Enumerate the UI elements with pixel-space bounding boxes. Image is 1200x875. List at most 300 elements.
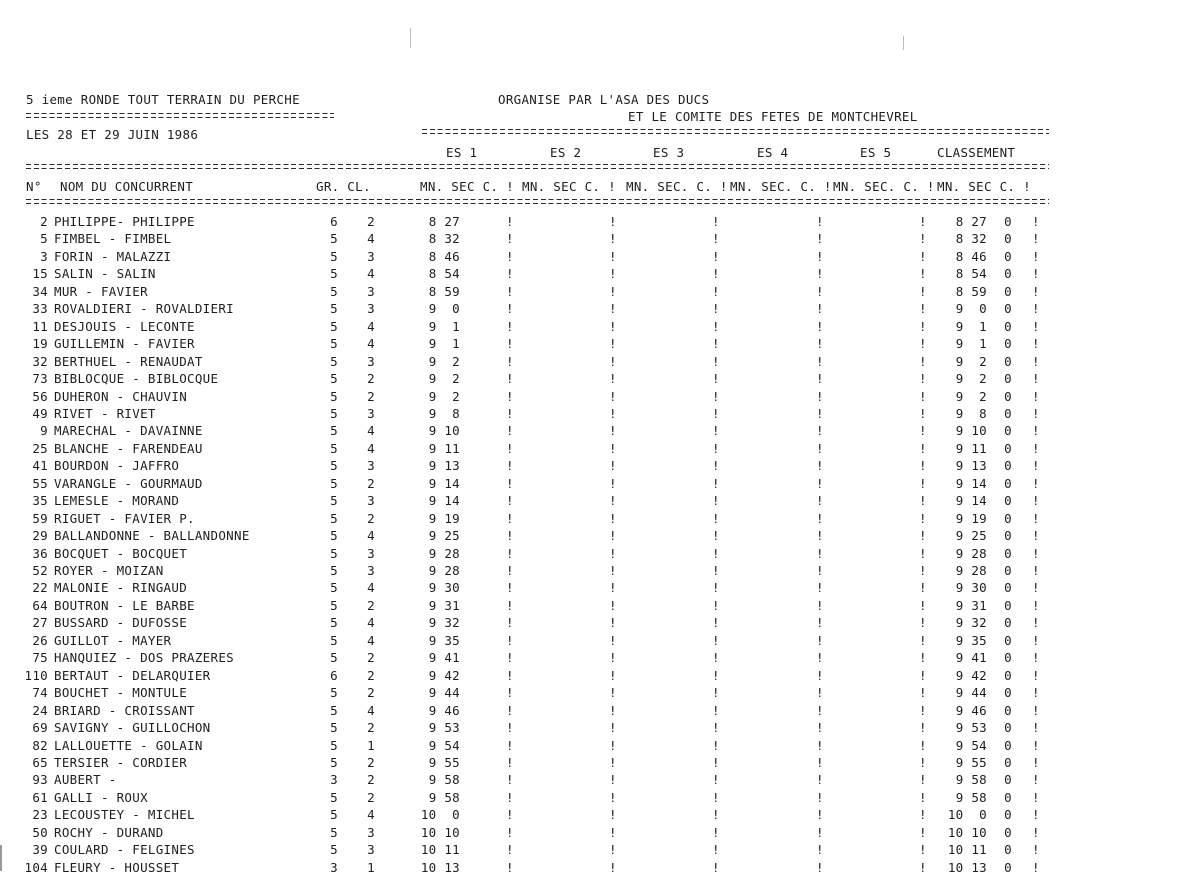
column-separator: ! <box>712 284 720 299</box>
competitor-name: BOCQUET - BOCQUET <box>54 546 188 561</box>
scan-speck <box>903 36 904 50</box>
es1-time: 9 2 <box>428 389 460 404</box>
column-separator: ! <box>1032 284 1040 299</box>
event-title: 5 ieme RONDE TOUT TERRAIN DU PERCHE <box>26 92 300 107</box>
column-separator: ! <box>506 685 514 700</box>
competitor-name: BIBLOCQUE - BIBLOCQUE <box>54 371 219 386</box>
total-time: 9 13 <box>955 458 987 473</box>
column-separator: ! <box>712 266 720 281</box>
group: 5 <box>330 476 338 491</box>
es1-time: 9 54 <box>428 738 460 753</box>
column-separator: ! <box>609 738 617 753</box>
column-separator: ! <box>506 580 514 595</box>
es1-time: 9 1 <box>428 319 460 334</box>
competitor-name: BRIARD - CROISSANT <box>54 703 195 718</box>
column-separator: ! <box>506 214 514 229</box>
col-header-es2: MN. SEC C. ! <box>522 179 616 194</box>
column-separator: ! <box>506 615 514 630</box>
column-separator: ! <box>712 650 720 665</box>
competitor-number: 50 <box>32 825 48 840</box>
competitor-name: GALLI - ROUX <box>54 790 148 805</box>
group: 5 <box>330 563 338 578</box>
class: 2 <box>367 685 375 700</box>
group: 3 <box>330 772 338 787</box>
competitor-name: BERTHUEL - RENAUDAT <box>54 354 203 369</box>
competitor-number: 104 <box>24 860 48 875</box>
competitor-name: BERTAUT - DELARQUIER <box>54 668 211 683</box>
column-separator: ! <box>506 423 514 438</box>
column-separator: ! <box>609 755 617 770</box>
group: 5 <box>330 406 338 421</box>
total-time: 8 59 <box>955 284 987 299</box>
competitor-name: RIVET - RIVET <box>54 406 156 421</box>
column-separator: ! <box>506 249 514 264</box>
total-cents: 0 <box>1004 458 1012 473</box>
es1-time: 9 55 <box>428 755 460 770</box>
es1-time: 10 0 <box>420 807 460 822</box>
competitor-name: RIGUET - FAVIER P. <box>54 511 195 526</box>
competitor-number: 56 <box>32 389 48 404</box>
total-time: 9 41 <box>955 650 987 665</box>
column-separator: ! <box>816 685 824 700</box>
competitor-name: BLANCHE - FARENDEAU <box>54 441 203 456</box>
competitor-name: TERSIER - CORDIER <box>54 755 188 770</box>
class: 2 <box>367 720 375 735</box>
column-separator: ! <box>712 441 720 456</box>
column-separator: ! <box>816 423 824 438</box>
total-time: 9 19 <box>955 511 987 526</box>
column-separator: ! <box>609 807 617 822</box>
column-separator: ! <box>506 528 514 543</box>
competitor-name: COULARD - FELGINES <box>54 842 195 857</box>
column-separator: ! <box>919 738 927 753</box>
column-separator: ! <box>919 703 927 718</box>
scan-speck <box>410 28 411 48</box>
competitor-name: ROYER - MOIZAN <box>54 563 164 578</box>
column-separator: ! <box>712 720 720 735</box>
class: 3 <box>367 842 375 857</box>
column-separator: ! <box>816 214 824 229</box>
title-underline <box>26 113 334 119</box>
competitor-name: FORIN - MALAZZI <box>54 249 172 264</box>
es1-time: 9 8 <box>428 406 460 421</box>
column-separator: ! <box>1032 214 1040 229</box>
total-time: 9 11 <box>955 441 987 456</box>
class: 2 <box>367 668 375 683</box>
column-separator: ! <box>609 685 617 700</box>
column-separator: ! <box>506 790 514 805</box>
competitor-number: 23 <box>32 807 48 822</box>
es1-time: 9 41 <box>428 650 460 665</box>
column-separator: ! <box>1032 825 1040 840</box>
competitor-name: BOURDON - JAFFRO <box>54 458 180 473</box>
column-separator: ! <box>712 755 720 770</box>
column-separator: ! <box>712 301 720 316</box>
column-separator: ! <box>1032 842 1040 857</box>
class: 1 <box>367 738 375 753</box>
column-separator: ! <box>919 685 927 700</box>
group: 6 <box>330 214 338 229</box>
column-separator: ! <box>816 772 824 787</box>
column-separator: ! <box>919 336 927 351</box>
column-separator: ! <box>712 546 720 561</box>
group: 5 <box>330 301 338 316</box>
column-separator: ! <box>609 580 617 595</box>
es1-time: 9 58 <box>428 790 460 805</box>
column-separator: ! <box>506 842 514 857</box>
column-separator: ! <box>609 319 617 334</box>
competitor-number: 74 <box>32 685 48 700</box>
column-separator: ! <box>919 860 927 875</box>
col-header-es5: MN. SEC. C. ! <box>833 179 935 194</box>
column-separator: ! <box>712 423 720 438</box>
es1-time: 9 28 <box>428 546 460 561</box>
column-separator: ! <box>506 231 514 246</box>
column-separator: ! <box>1032 423 1040 438</box>
competitor-number: 73 <box>32 371 48 386</box>
group: 5 <box>330 807 338 822</box>
column-separator: ! <box>609 511 617 526</box>
column-separator: ! <box>712 249 720 264</box>
column-separator: ! <box>1032 301 1040 316</box>
column-separator: ! <box>609 650 617 665</box>
column-separator: ! <box>609 231 617 246</box>
group: 5 <box>330 371 338 386</box>
group: 5 <box>330 738 338 753</box>
column-separator: ! <box>919 755 927 770</box>
total-cents: 0 <box>1004 336 1012 351</box>
class: 1 <box>367 860 375 875</box>
column-separator: ! <box>609 476 617 491</box>
total-time: 9 1 <box>955 336 987 351</box>
column-separator: ! <box>816 319 824 334</box>
column-separator: ! <box>919 476 927 491</box>
es1-time: 9 46 <box>428 703 460 718</box>
group: 5 <box>330 493 338 508</box>
total-time: 9 53 <box>955 720 987 735</box>
es1-time: 10 10 <box>420 825 460 840</box>
column-separator: ! <box>816 354 824 369</box>
column-separator: ! <box>816 738 824 753</box>
competitor-name: VARANGLE - GOURMAUD <box>54 476 203 491</box>
competitor-number: 34 <box>32 284 48 299</box>
column-separator: ! <box>816 580 824 595</box>
column-separator: ! <box>1032 703 1040 718</box>
organizer-line-2: ET LE COMITE DES FETES DE MONTCHEVREL <box>628 109 918 124</box>
competitor-number: 5 <box>40 231 48 246</box>
column-separator: ! <box>712 580 720 595</box>
total-time: 9 10 <box>955 423 987 438</box>
column-separator: ! <box>712 319 720 334</box>
column-separator: ! <box>506 354 514 369</box>
column-separator: ! <box>1032 476 1040 491</box>
competitor-number: 65 <box>32 755 48 770</box>
es1-time: 9 31 <box>428 598 460 613</box>
total-time: 9 32 <box>955 615 987 630</box>
class: 4 <box>367 580 375 595</box>
group: 5 <box>330 528 338 543</box>
column-separator: ! <box>1032 511 1040 526</box>
group: 5 <box>330 266 338 281</box>
es1-time: 8 59 <box>428 284 460 299</box>
column-separator: ! <box>712 476 720 491</box>
competitor-name: SALIN - SALIN <box>54 266 156 281</box>
total-cents: 0 <box>1004 441 1012 456</box>
competitor-number: 69 <box>32 720 48 735</box>
class: 4 <box>367 703 375 718</box>
total-cents: 0 <box>1004 650 1012 665</box>
class: 2 <box>367 650 375 665</box>
column-separator: ! <box>506 738 514 753</box>
column-separator: ! <box>506 319 514 334</box>
total-cents: 0 <box>1004 546 1012 561</box>
total-time: 9 30 <box>955 580 987 595</box>
column-separator: ! <box>506 650 514 665</box>
total-time: 9 1 <box>955 319 987 334</box>
column-separator: ! <box>919 668 927 683</box>
total-cents: 0 <box>1004 703 1012 718</box>
total-time: 9 14 <box>955 476 987 491</box>
class: 4 <box>367 231 375 246</box>
column-separator: ! <box>506 563 514 578</box>
total-cents: 0 <box>1004 598 1012 613</box>
es1-time: 9 53 <box>428 720 460 735</box>
column-separator: ! <box>816 860 824 875</box>
column-separator: ! <box>506 807 514 822</box>
es1-time: 9 42 <box>428 668 460 683</box>
col-header-name: NOM DU CONCURRENT <box>60 179 194 194</box>
column-separator: ! <box>1032 685 1040 700</box>
total-time: 9 14 <box>955 493 987 508</box>
column-separator: ! <box>506 493 514 508</box>
column-separator: ! <box>1032 807 1040 822</box>
column-separator: ! <box>816 493 824 508</box>
column-separator: ! <box>506 266 514 281</box>
column-separator: ! <box>506 511 514 526</box>
column-separator: ! <box>1032 755 1040 770</box>
total-cents: 0 <box>1004 476 1012 491</box>
es1-time: 9 1 <box>428 336 460 351</box>
competitor-number: 59 <box>32 511 48 526</box>
group: 5 <box>330 319 338 334</box>
stage-header-es1: ES 1 <box>446 145 478 160</box>
column-separator: ! <box>919 319 927 334</box>
es1-time: 9 28 <box>428 563 460 578</box>
column-separator: ! <box>609 458 617 473</box>
class: 3 <box>367 458 375 473</box>
column-separator: ! <box>506 336 514 351</box>
total-time: 8 46 <box>955 249 987 264</box>
competitor-name: FIMBEL - FIMBEL <box>54 231 172 246</box>
column-separator: ! <box>919 563 927 578</box>
class: 4 <box>367 266 375 281</box>
stage-header-es2: ES 2 <box>550 145 582 160</box>
total-cents: 0 <box>1004 860 1012 875</box>
column-separator: ! <box>609 423 617 438</box>
column-separator: ! <box>506 755 514 770</box>
group: 5 <box>330 458 338 473</box>
total-cents: 0 <box>1004 633 1012 648</box>
class: 3 <box>367 563 375 578</box>
column-separator: ! <box>816 807 824 822</box>
column-separator: ! <box>1032 371 1040 386</box>
column-separator: ! <box>919 231 927 246</box>
column-separator: ! <box>712 231 720 246</box>
total-cents: 0 <box>1004 406 1012 421</box>
column-separator: ! <box>609 668 617 683</box>
column-separator: ! <box>1032 528 1040 543</box>
competitor-number: 3 <box>40 249 48 264</box>
column-separator: ! <box>919 633 927 648</box>
competitor-number: 35 <box>32 493 48 508</box>
column-separator: ! <box>506 860 514 875</box>
column-separator: ! <box>816 720 824 735</box>
column-separator: ! <box>609 703 617 718</box>
group: 5 <box>330 633 338 648</box>
competitor-name: MALONIE - RINGAUD <box>54 580 188 595</box>
column-separator: ! <box>712 458 720 473</box>
column-separator: ! <box>919 284 927 299</box>
column-separator: ! <box>506 406 514 421</box>
column-separator: ! <box>1032 546 1040 561</box>
column-separator: ! <box>1032 580 1040 595</box>
column-separator: ! <box>609 720 617 735</box>
column-separator: ! <box>816 389 824 404</box>
column-separator: ! <box>609 336 617 351</box>
column-separator: ! <box>816 266 824 281</box>
column-separator: ! <box>919 807 927 822</box>
column-separator: ! <box>609 284 617 299</box>
group: 5 <box>330 825 338 840</box>
total-cents: 0 <box>1004 563 1012 578</box>
col-header-total: MN. SEC C. ! <box>937 179 1031 194</box>
column-separator: ! <box>609 598 617 613</box>
total-time: 9 54 <box>955 738 987 753</box>
class: 4 <box>367 807 375 822</box>
column-separator: ! <box>1032 790 1040 805</box>
total-cents: 0 <box>1004 266 1012 281</box>
column-separator: ! <box>506 546 514 561</box>
total-cents: 0 <box>1004 511 1012 526</box>
column-separator: ! <box>506 476 514 491</box>
group: 5 <box>330 336 338 351</box>
competitor-name: SAVIGNY - GUILLOCHON <box>54 720 211 735</box>
column-separator: ! <box>816 476 824 491</box>
competitor-name: ROVALDIERI - ROVALDIERI <box>54 301 234 316</box>
competitor-name: BUSSARD - DUFOSSE <box>54 615 188 630</box>
column-separator: ! <box>816 336 824 351</box>
total-time: 10 13 <box>947 860 987 875</box>
competitor-number: 32 <box>32 354 48 369</box>
column-separator: ! <box>712 633 720 648</box>
total-time: 10 10 <box>947 825 987 840</box>
column-separator: ! <box>1032 336 1040 351</box>
class: 4 <box>367 528 375 543</box>
column-separator: ! <box>919 772 927 787</box>
column-separator: ! <box>919 650 927 665</box>
competitor-number: 19 <box>32 336 48 351</box>
competitor-name: PHILIPPE- PHILIPPE <box>54 214 195 229</box>
column-separator: ! <box>816 528 824 543</box>
column-separator: ! <box>609 371 617 386</box>
es1-time: 9 58 <box>428 772 460 787</box>
competitor-number: 27 <box>32 615 48 630</box>
competitor-name: GUILLEMIN - FAVIER <box>54 336 195 351</box>
column-separator: ! <box>1032 772 1040 787</box>
group: 5 <box>330 650 338 665</box>
column-separator: ! <box>919 423 927 438</box>
total-time: 9 2 <box>955 389 987 404</box>
group: 5 <box>330 580 338 595</box>
total-cents: 0 <box>1004 720 1012 735</box>
column-separator: ! <box>609 214 617 229</box>
total-cents: 0 <box>1004 668 1012 683</box>
group: 5 <box>330 790 338 805</box>
competitor-number: 41 <box>32 458 48 473</box>
column-separator: ! <box>919 528 927 543</box>
group: 5 <box>330 389 338 404</box>
stage-header-es5: ES 5 <box>860 145 892 160</box>
class: 3 <box>367 284 375 299</box>
competitor-number: 82 <box>32 738 48 753</box>
column-separator: ! <box>506 441 514 456</box>
class: 3 <box>367 546 375 561</box>
column-separator: ! <box>1032 650 1040 665</box>
total-cents: 0 <box>1004 790 1012 805</box>
group: 5 <box>330 720 338 735</box>
competitor-name: LEMESLE - MORAND <box>54 493 180 508</box>
column-separator: ! <box>506 825 514 840</box>
column-separator: ! <box>506 633 514 648</box>
total-time: 9 58 <box>955 790 987 805</box>
column-separator: ! <box>1032 266 1040 281</box>
column-separator: ! <box>609 406 617 421</box>
column-separator: ! <box>1032 563 1040 578</box>
class: 2 <box>367 790 375 805</box>
column-separator: ! <box>816 615 824 630</box>
column-separator: ! <box>816 284 824 299</box>
competitor-number: 36 <box>32 546 48 561</box>
column-separator: ! <box>712 389 720 404</box>
column-separator: ! <box>609 563 617 578</box>
column-separator: ! <box>919 441 927 456</box>
column-separator: ! <box>1032 598 1040 613</box>
total-cents: 0 <box>1004 580 1012 595</box>
total-cents: 0 <box>1004 301 1012 316</box>
column-separator: ! <box>816 441 824 456</box>
column-separator: ! <box>919 249 927 264</box>
group: 5 <box>330 249 338 264</box>
stage-header-rule <box>422 129 1049 135</box>
class: 3 <box>367 354 375 369</box>
column-separator: ! <box>712 842 720 857</box>
class: 2 <box>367 772 375 787</box>
es1-time: 9 13 <box>428 458 460 473</box>
column-separator: ! <box>609 633 617 648</box>
column-separator: ! <box>816 790 824 805</box>
column-separator: ! <box>919 371 927 386</box>
group: 5 <box>330 842 338 857</box>
total-time: 9 58 <box>955 772 987 787</box>
competitor-number: 55 <box>32 476 48 491</box>
column-header-top-rule <box>26 164 1049 170</box>
group: 6 <box>330 668 338 683</box>
column-separator: ! <box>506 371 514 386</box>
competitor-number: 11 <box>32 319 48 334</box>
column-separator: ! <box>712 598 720 613</box>
total-time: 9 0 <box>955 301 987 316</box>
column-separator: ! <box>1032 668 1040 683</box>
